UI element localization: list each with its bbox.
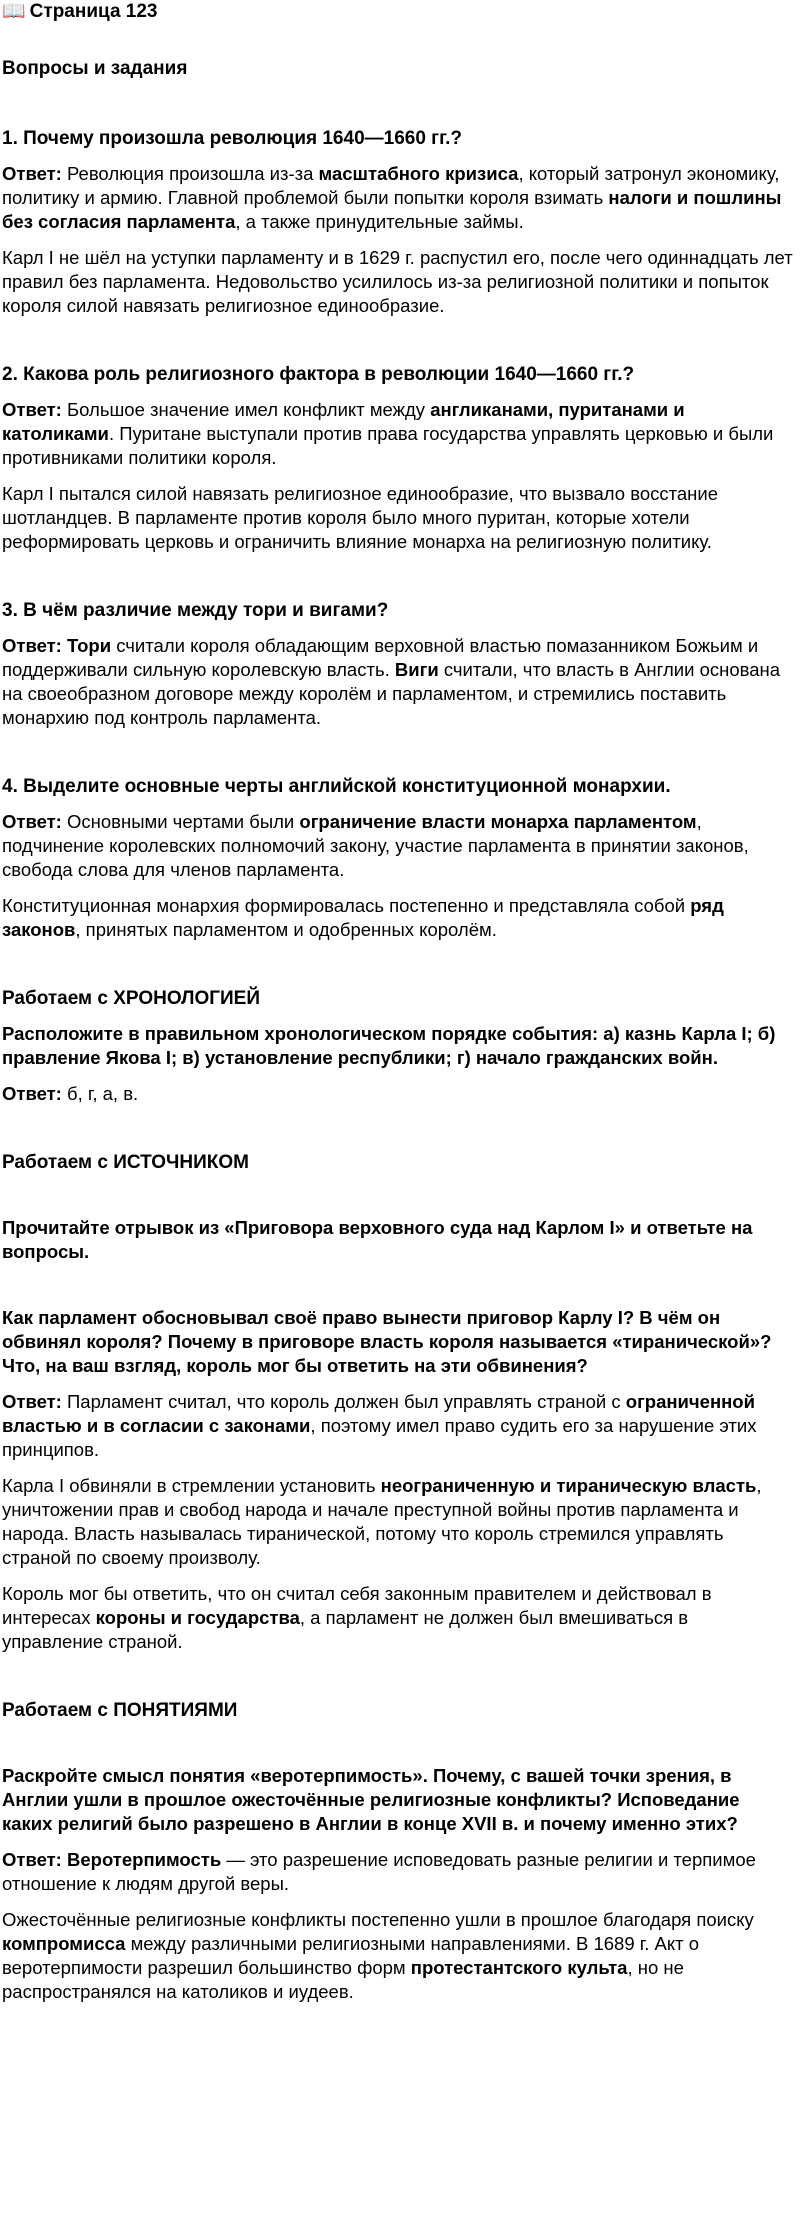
source-answer: Ответ: Парламент считал, что король должен был управлять страной с ограниченной властью и в согласии с законами, поэтому имел право судить его за нарушение этих принципов. <box>2 1391 757 1460</box>
source-task: Прочитайте отрывок из «Приговора верховного суда над Карлом I» и ответьте на вопросы. <box>2 1217 753 1262</box>
question-4-answer: Ответ: Основными чертами были ограничение власти монарха парламентом, подчинение королевских полномочий закону, участие парламента в принятии законов, свобода слова для членов парламента. <box>2 811 749 880</box>
question-1-paragraph-2: Карл I не шёл на уступки парламенту и в 1629 г. распустил его, после чего одиннадцать лет правил без парламента. Недовольство усилилось из-за религиозной политики и попыток короля силой навязать религиозное единообразие. <box>2 247 793 316</box>
page-header <box>2 0 794 28</box>
section-title-chronology: Работаем с ХРОНОЛОГИЕЙ <box>2 988 260 1009</box>
answer-label: Ответ: <box>2 163 62 184</box>
concepts-paragraph-2: Ожесточённые религиозные конфликты постепенно ушли в прошлое благодаря поиску компромисса между различными религиозными направлениями. В 1689 г. Акт о веротерпимости разрешил большинство форм протестантского культа, но не распространялся на католиков и иудеев. <box>2 1909 754 2002</box>
question-2-title: 2. Какова роль религиозного фактора в революции 1640—1660 гг.? <box>2 364 635 385</box>
question-3-answer: Ответ: Тори считали короля обладающим верховной властью помазанником Божьим и поддерживали сильную королевскую власть. Виги считали, что власть в Англии основана на своеобразном договоре между королём и парламентом, и стремились поставить монархию под контроль парламента. <box>2 635 781 728</box>
concepts-question: Раскройте смысл понятия «веротерпимость». Почему, с вашей точки зрения, в Англии ушли в прошлое ожесточённые религиозные конфликты? Исповедание каких религий было разрешено в Англии в конце XVII в. и почему именно этих? <box>2 1765 740 1834</box>
section-title-questions: Вопросы и задания <box>2 58 188 79</box>
chronology-answer: Ответ: б, г, а, в. <box>2 1083 139 1104</box>
source-question: Как парламент обосновывал своё право вынести приговор Карлу I? В чём он обвинял короля? Почему в приговоре власть короля называется «тиранической»? Что, на ваш взгляд, король мог бы ответить на эти обвинения? <box>2 1307 772 1376</box>
open-book-icon: 📖 <box>2 1 26 22</box>
question-4-paragraph-2: Конституционная монархия формировалась постепенно и представляла собой ряд законов, принятых парламентом и одобренных королём. <box>2 895 724 940</box>
question-2-answer: Ответ: Большое значение имел конфликт между англиканами, пуританами и католиками. Пуритане выступали против права государства управлять церковью и были противниками политики короля. <box>2 399 774 468</box>
concepts-answer: Ответ: Веротерпимость — это разрешение исповедовать разные религии и терпимое отношение к людям другой веры. <box>2 1849 756 1894</box>
question-1-title: 1. Почему произошла революция 1640—1660 гг.? <box>2 128 462 149</box>
question-4-title: 4. Выделите основные черты английской конституционной монархии. <box>2 776 671 797</box>
chronology-task: Расположите в правильном хронологическом порядке события: а) казнь Карла I; б) правление Якова I; в) установление республики; г) начало гражданских войн. <box>2 1023 776 1068</box>
section-title-source: Работаем с ИСТОЧНИКОМ <box>2 1152 249 1173</box>
source-paragraph-2: Карла I обвиняли в стремлении установить неограниченную и тираническую власть, уничтожении прав и свобод народа и начале преступной войны против парламента и народа. Власть называлась тиранической, потому что король стремился управлять страной по своему произволу. <box>2 1475 762 1568</box>
question-3-title: 3. В чём различие между тори и вигами? <box>2 600 389 621</box>
question-1-answer: Ответ: Революция произошла из-за масштабного кризиса, который затронул экономику, политику и армию. Главной проблемой были попытки короля взимать налоги и пошлины без согласия парламента, а также принудительные займы. <box>2 163 782 232</box>
section-title-concepts: Работаем с ПОНЯТИЯМИ <box>2 1700 238 1721</box>
question-2-paragraph-2: Карл I пытался силой навязать религиозное единообразие, что вызвало восстание шотландцев. В парламенте против короля было много пуритан, которые хотели реформировать церковь и ограничить влияние монарха на религиозную политику. <box>2 483 719 552</box>
page-title: Страница 123 <box>29 1 158 22</box>
source-paragraph-3: Король мог бы ответить, что он считал себя законным правителем и действовал в интересах короны и государства, а парламент не должен был вмешиваться в управление страной. <box>2 1583 712 1652</box>
